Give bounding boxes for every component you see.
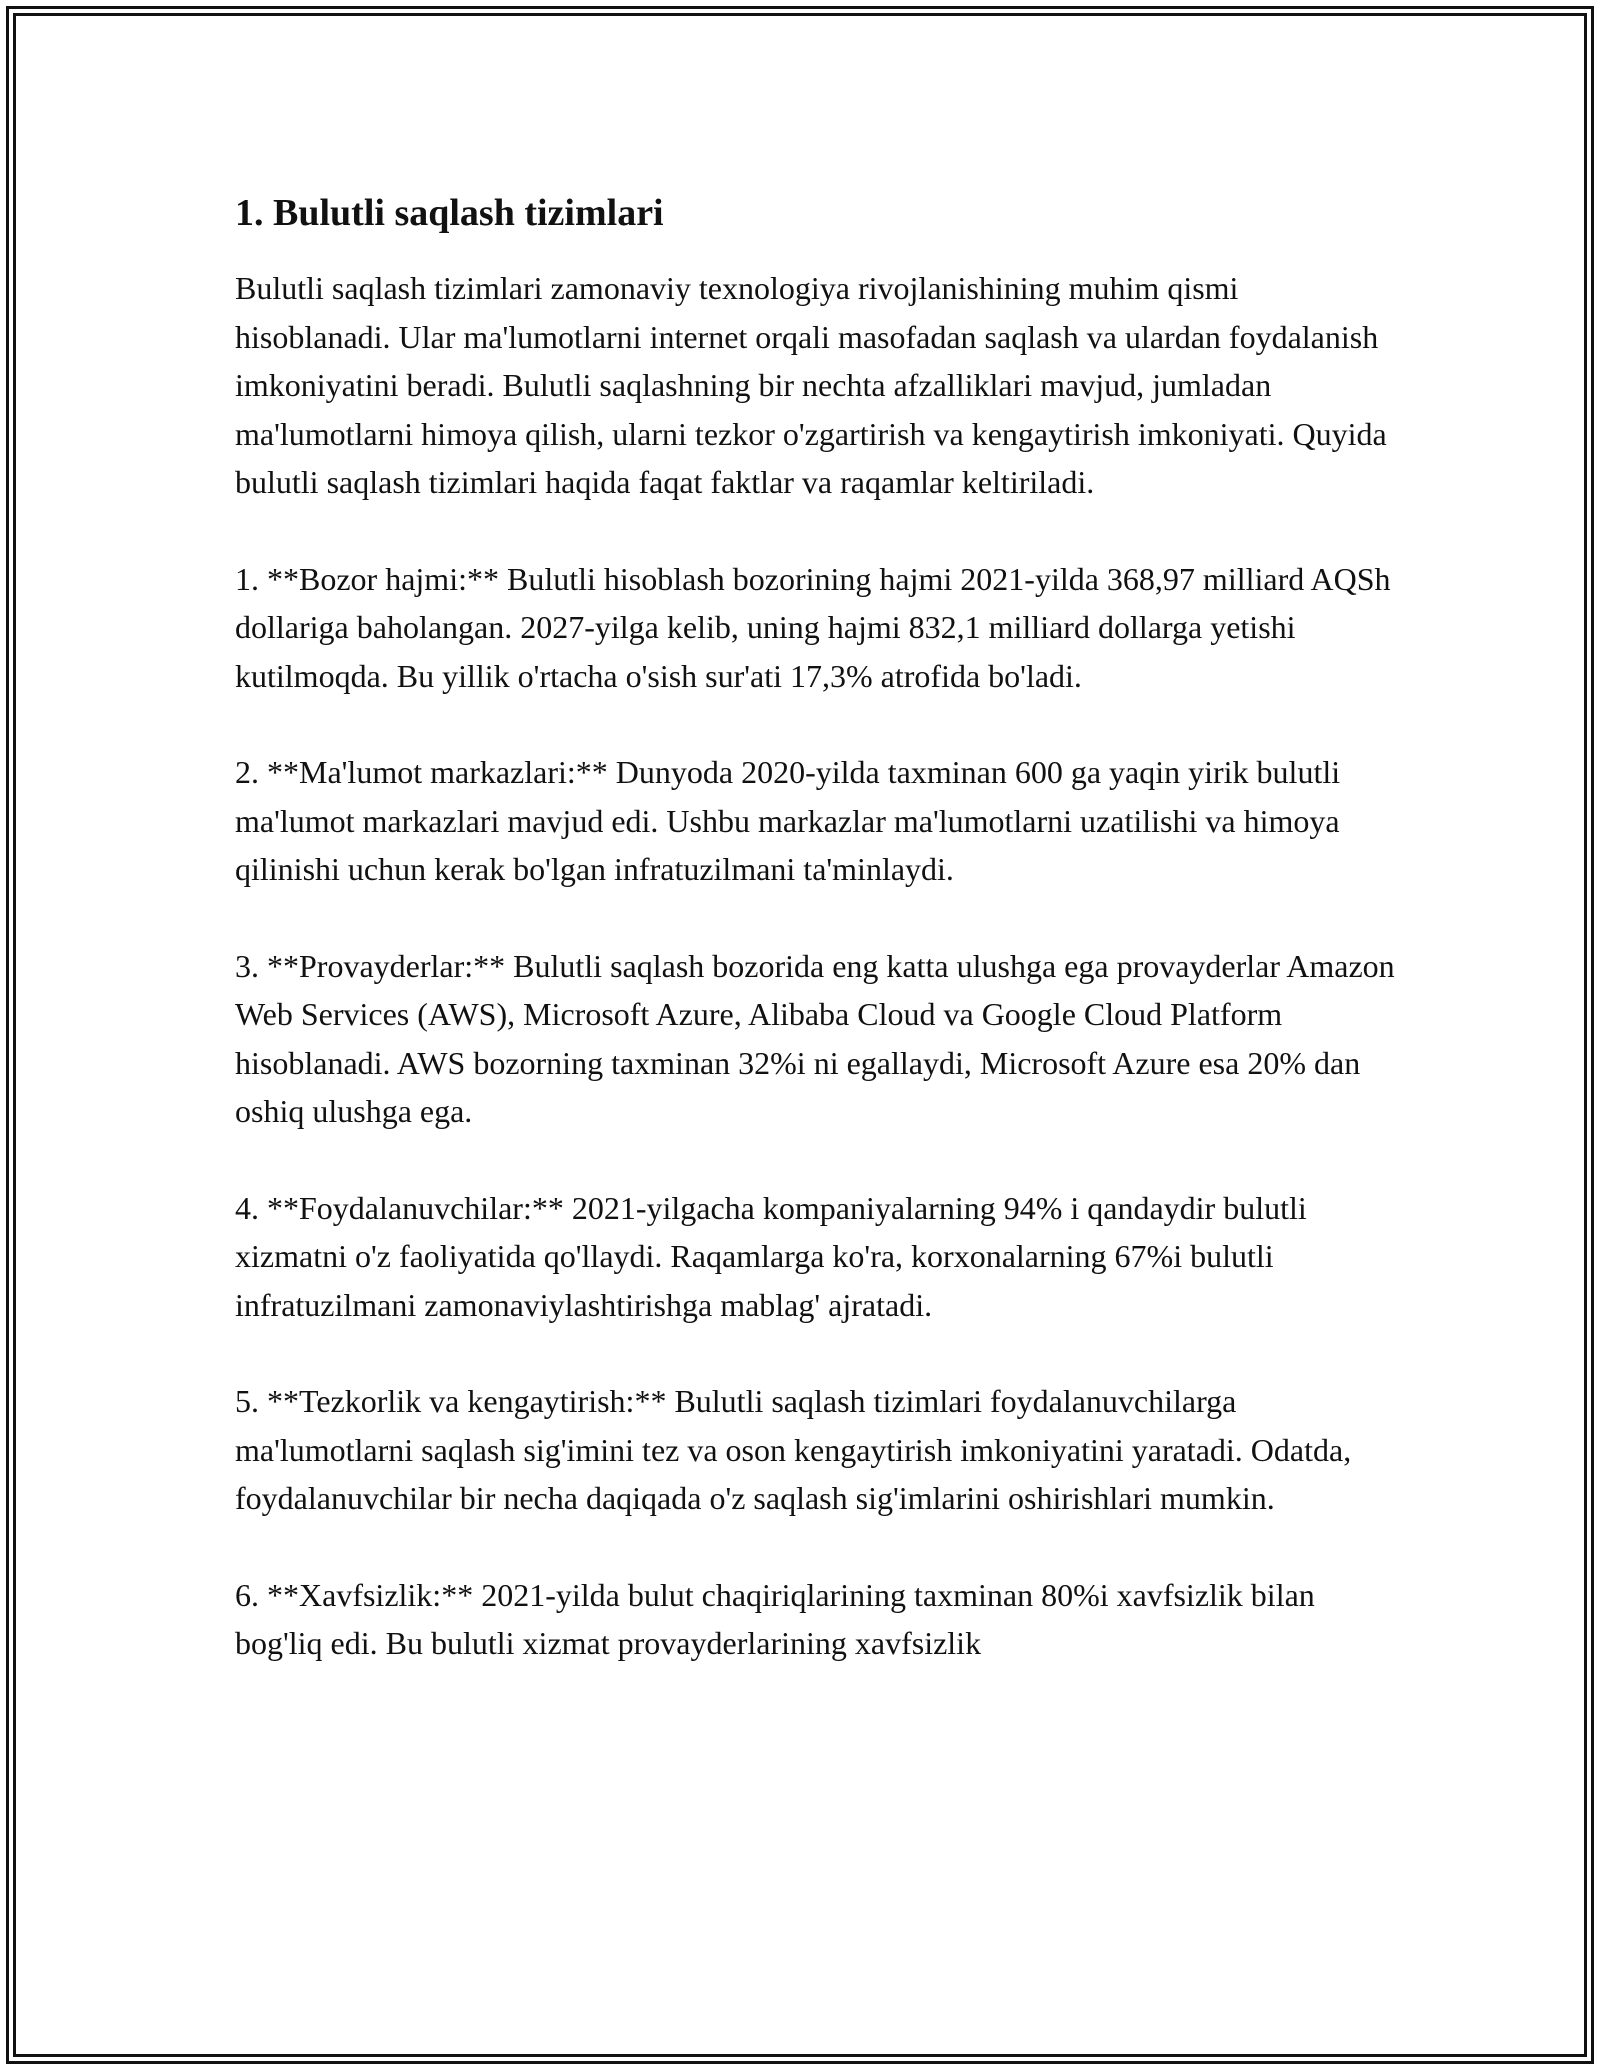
- paragraph-market-size: 1. **Bozor hajmi:** Bulutli hisoblash bozorining hajmi 2021-yilda 368,97 milliard AQSh dollariga baholangan. 2027-yilga kelib, uning hajmi 832,1 milliard dollarga yetishi kutilmoqda. Bu yillik o'rtacha o'sish sur'ati 17,3% atrofida bo'ladi.: [235, 560, 1391, 694]
- intro-paragraph: Bulutli saqlash tizimlari zamonaviy texnologiya rivojlanishining muhim qismi hisoblanadi. Ular ma'lumotlarni internet orqali masofadan saqlash va ulardan foydalanish imkoniyatini beradi. Bulutli saqlashning bir nechta afzalliklari mavjud, jumladan ma'lumotlarni himoya qilish, ularni tezkor o'zgartirish va kengaytirish imkoniyati. Quyida bulutli saqlash tizimlari haqida faqat faktlar va raqamlar keltiriladi.: [235, 270, 1387, 500]
- paragraph-scalability: 5. **Tezkorlik va kengaytirish:** Bulutli saqlash tizimlari foydalanuvchilarga ma'lumotlarni saqlash sig'imini tez va oson kengaytirish imkoniyatini yaratadi. Odatda, foydalanuvchilar bir necha daqiqada o'z saqlash sig'imlarini oshirishlari mumkin.: [235, 1383, 1352, 1516]
- document-body: [235, 188, 1395, 1716]
- paragraph-security: 6. **Xavfsizlik:** 2021-yilda bulut chaqiriqlarining taxminan 80%i xavfsizlik bilan bog'liq edi. Bu bulutli xizmat provayderlarining xavfsizlik: [235, 1576, 1315, 1661]
- paragraph-users: 4. **Foydalanuvchilar:** 2021-yilgacha kompaniyalarning 94% i qandaydir bulutli xizmatni o'z faoliyatida qo'llaydi. Raqamlarga ko'ra, korxonalarning 67%i bulutli infratuzilmani zamonaviylashtirishga mablag' ajratadi.: [235, 1189, 1307, 1323]
- paragraph-data-centers: 2. **Ma'lumot markazlari:** Dunyoda 2020-yilda taxminan 600 ga yaqin yirik bulutli ma'lumot markazlari mavjud edi. Ushbu markazlar ma'lumotlarni uzatilishi va himoya qilinishi uchun kerak bo'lgan infratuzilmani ta'minlaydi.: [235, 754, 1341, 887]
- document-title: 1. Bulutli saqlash tizimlari: [235, 192, 664, 234]
- paragraph-providers: 3. **Provayderlar:** Bulutli saqlash bozorida eng katta ulushga ega provayderlar Amazon Web Services (AWS), Microsoft Azure, Alibaba Cloud va Google Cloud Platform hisoblanadi. AWS bozorning taxminan 32%i ni egallaydi, Microsoft Azure esa 20% dan oshiq ulushga ega.: [235, 947, 1395, 1129]
